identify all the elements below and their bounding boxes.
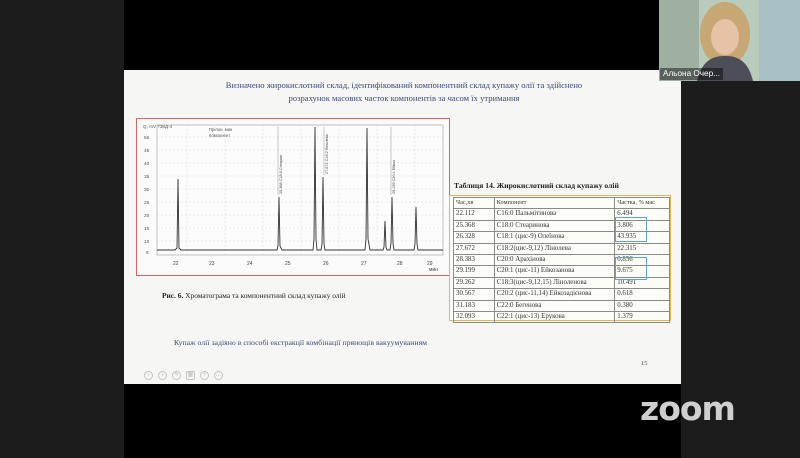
table-row <box>454 312 670 323</box>
y-tick: 5 <box>146 251 149 256</box>
table-cell: C20:2 (цис-11,14) Ейкозадієнова <box>494 289 615 300</box>
table-cell: C18:1 (цис-9) Олеїнова <box>494 232 615 243</box>
x-tick: 22 <box>173 261 179 267</box>
x-tick: 28 <box>397 261 403 267</box>
more-options-icon[interactable]: … <box>215 372 222 378</box>
table-cell: 9.675 <box>615 266 670 277</box>
x-tick: 26 <box>323 261 329 267</box>
plot-area <box>157 125 443 255</box>
table-cell: 0.856 <box>615 255 670 266</box>
left-black-band <box>0 0 124 458</box>
table-cell: 22.315 <box>615 243 670 254</box>
shared-screen-bottom-area <box>124 384 681 458</box>
table-cell: 31.183 <box>454 300 495 311</box>
table-cell: 30.567 <box>454 289 495 300</box>
slide-header-line-2: розрахунок масових часток компонентів за часом їх утримання <box>288 93 520 103</box>
table-cell: 27.672 <box>454 243 495 254</box>
slides-grid-icon[interactable]: ▦ <box>187 372 194 378</box>
y-tick: 40 <box>144 162 150 167</box>
header-cell: Компонент <box>494 198 615 209</box>
table-cell: 25.368 <box>454 220 495 231</box>
fatty-acid-table-frame <box>449 195 671 321</box>
x-tick: 27 <box>361 261 367 267</box>
chromatogram-legend-line-1: Прілон, мин <box>209 127 233 132</box>
highlight-box <box>615 217 647 242</box>
peak-label: 29.199 C20:1 Ейкоз <box>392 159 396 194</box>
figure-caption-text: Хроматограма та компонентний склад купажу олій <box>185 291 346 300</box>
table-cell: 29.199 <box>454 266 495 277</box>
table-cell: 26.328 <box>454 232 495 243</box>
pen-icon[interactable]: ✎ <box>173 372 180 378</box>
table-cell: 1.379 <box>615 312 670 323</box>
y-tick: 15 <box>144 227 150 232</box>
table-cell: C20:1 (цис-11) Ейкозанова <box>494 266 615 277</box>
table-header-row <box>454 198 670 209</box>
x-axis-ticks <box>173 261 438 273</box>
x-unit: мин <box>429 267 438 273</box>
next-slide-icon[interactable]: › <box>158 371 167 380</box>
table-cell: 10.491 <box>615 277 670 288</box>
participant-name-label: Альона Очер... <box>660 68 723 80</box>
y-tick: 35 <box>144 175 150 180</box>
x-tick: 29 <box>427 261 433 267</box>
zoom-in-icon[interactable]: + <box>200 371 209 380</box>
y-tick: 30 <box>144 188 150 193</box>
table-row <box>454 289 670 300</box>
table-cell: C18:3(цис-9,12,15) Ліноленова <box>494 277 615 288</box>
table-cell: C18:0 Стеаринова <box>494 220 615 231</box>
table-row <box>454 243 670 254</box>
highlight-box <box>615 257 647 280</box>
presentation-slide <box>124 70 681 384</box>
figure-caption <box>162 291 346 300</box>
table-cell: C18:2(цис-9,12) Лінолева <box>494 243 615 254</box>
figure-caption-number: Рис. 6. <box>162 291 184 300</box>
table-cell: 3.806 <box>615 220 670 231</box>
chromatogram-legend-line-2: Компонент <box>209 133 231 138</box>
y-tick: 50 <box>144 136 150 141</box>
peak-label: 25.368 С18:0 Стеарин <box>279 155 283 194</box>
table-title: Таблиця 14. Жирокислотний склад купажу олій <box>454 181 619 190</box>
slide-page-number: 15 <box>641 360 648 367</box>
table-cell: 32.093 <box>454 312 495 323</box>
chromatogram-plot <box>137 119 448 274</box>
previous-slide-icon[interactable]: ‹ <box>144 371 153 380</box>
table-cell: 43.935 <box>615 232 670 243</box>
y-axis-ticks <box>144 135 150 256</box>
slide-bottom-text: Купаж олії задіяно в способі екстракції комбінації прянощів вакуумуванням <box>174 338 428 347</box>
table-cell: 28.383 <box>454 255 495 266</box>
table-cell: 0.380 <box>615 300 670 311</box>
table-cell: C20:0 Арахінова <box>494 255 615 266</box>
x-tick: 24 <box>247 261 253 267</box>
y-tick: 45 <box>144 149 150 154</box>
y-tick: 10 <box>144 240 150 245</box>
table-row <box>454 300 670 311</box>
zoom-watermark-logo: zoom <box>640 389 735 428</box>
table-cell: 29.262 <box>454 277 495 288</box>
slide-header <box>144 79 664 105</box>
table-cell: C22:0 Бегенова <box>494 300 615 311</box>
header-cell: Час,хв <box>454 198 495 209</box>
table-cell: 22.112 <box>454 209 495 220</box>
slide-nav-controls <box>144 371 223 380</box>
table-cell: C16:0 Пальмітинова <box>494 209 615 220</box>
x-tick: 25 <box>285 261 291 267</box>
x-tick: 23 <box>209 261 215 267</box>
table-cell: C22:1 (цис-13) Ерукова <box>494 312 615 323</box>
y-tick: 20 <box>144 214 150 219</box>
header-cell: Частка, % мас <box>615 198 670 209</box>
chromatogram-corner-label: Q, mV ?38Д-4 <box>143 124 173 129</box>
table-cell: 6.494 <box>615 209 670 220</box>
table-cell: 0.618 <box>615 289 670 300</box>
peak-label: 27.672 С18:2 Лінолева <box>325 134 329 174</box>
slide-header-line-1: Визначено жирокислотний склад, ідентифікований компонентний склад купажу олії та здійснено <box>225 80 583 90</box>
chromatogram-figure <box>136 118 450 276</box>
y-tick: 25 <box>144 201 150 206</box>
shared-screen-top-area <box>124 0 681 70</box>
